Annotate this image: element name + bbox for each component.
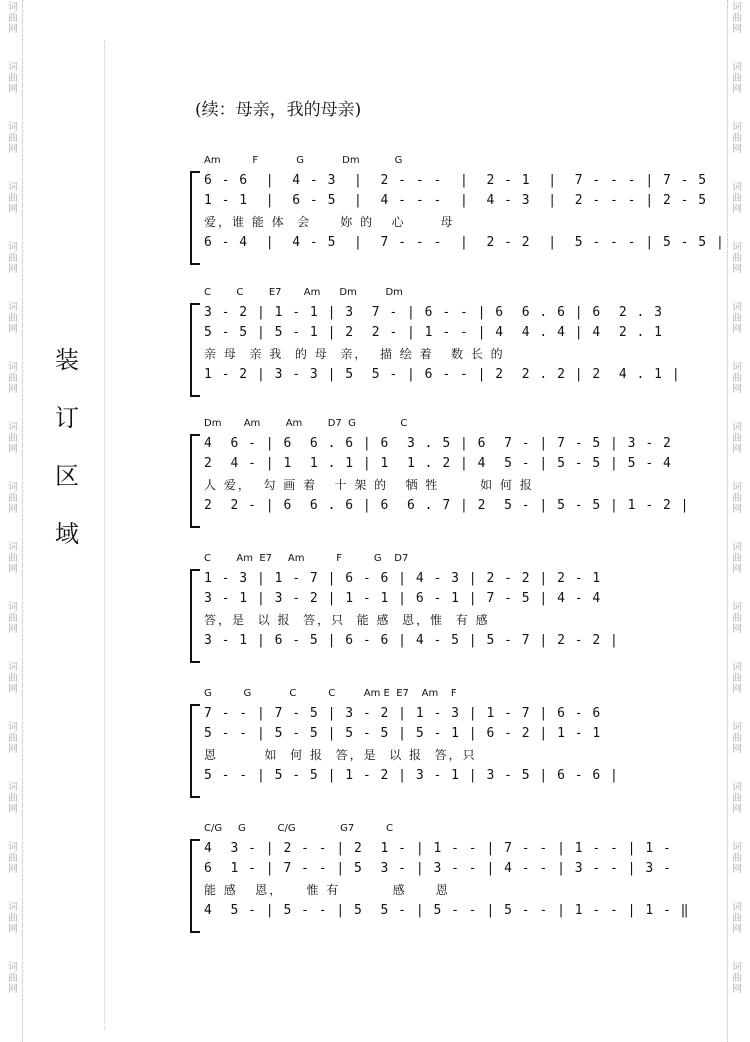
melody-row-lower: 2 4 - | 1 1 . 1 | 1 1 . 2 | 4 5 - | 5 - 5 | 5 - 4 [204,456,672,471]
watermark-left: 词曲网 [8,302,18,335]
bass-row: 3 - 1 | 6 - 5 | 6 - 6 | 4 - 5 | 5 - 7 | 2 - 2 | [204,633,619,648]
watermark-left: 词曲网 [8,962,18,995]
chord-row: C/G G C/G G7 C [204,823,394,834]
melody-row-upper: 6 - 6 | 4 - 3 | 2 - - - | 2 - 1 | 7 - - - | 7 - 5 [204,173,708,188]
system-brace [190,171,200,265]
score-system-6 [190,823,690,931]
watermark-left: 词曲网 [8,2,18,35]
watermark-left: 词曲网 [8,362,18,395]
watermark-left: 词曲网 [8,782,18,815]
right-edge-strip [727,0,746,1042]
system-brace [190,303,200,397]
binding-char: 区 [55,462,79,490]
watermark-right: 词曲网 [732,902,742,935]
melody-row-upper: 1 - 3 | 1 - 7 | 6 - 6 | 4 - 3 | 2 - 2 | 2 - 1 [204,571,602,586]
watermark-left: 词曲网 [8,422,18,455]
binding-char: 订 [55,404,79,432]
page-subtitle: (续：母亲，我的母亲) [195,100,362,120]
melody-row-upper: 4 6 - | 6 6 . 6 | 6 3 . 5 | 6 7 - | 7 - 5 | 3 - 2 [204,436,672,451]
melody-row-upper: 3 - 2 | 1 - 1 | 3 7 - | 6 - - | 6 6 . 6 | 6 2 . 3 [204,305,663,320]
binding-area-label [52,340,82,572]
melody-row-lower: 3 - 1 | 3 - 2 | 1 - 1 | 6 - 1 | 7 - 5 | 4 - 4 [204,591,602,606]
watermark-left: 词曲网 [8,122,18,155]
bass-row: 4 5 - | 5 - - | 5 5 - | 5 - - | 5 - - | 1 - - | 1 - ‖ [204,903,690,918]
system-brace [190,704,200,798]
watermark-left: 词曲网 [8,242,18,275]
chord-row: Dm Am Am D7 G C [204,418,408,429]
binding-guide-line [104,40,105,1030]
bass-row: 5 - - | 5 - 5 | 1 - 2 | 3 - 1 | 3 - 5 | 6 - 6 | [204,768,619,783]
watermark-right: 词曲网 [732,182,742,215]
binding-char: 装 [55,346,79,374]
watermark-left: 词曲网 [8,62,18,95]
bass-row: 2 2 - | 6 6 . 6 | 6 6 . 7 | 2 5 - | 5 - 5 | 1 - 2 | [204,498,690,513]
score-system-1 [190,155,725,263]
watermark-right: 词曲网 [732,542,742,575]
watermark-right: 词曲网 [732,62,742,95]
watermark-right: 词曲网 [732,122,742,155]
system-brace [190,569,200,663]
watermark-left: 词曲网 [8,182,18,215]
watermark-right: 词曲网 [732,962,742,995]
watermark-left: 词曲网 [8,542,18,575]
watermark-right: 词曲网 [732,722,742,755]
lyrics-row: 人 爱， 勾 画 着 十 架 的 牺 牲 如 何 报 [204,478,534,492]
chord-row: Am F G Dm G [204,155,403,166]
lyrics-row: 亲 母 亲 我 的 母 亲， 描 绘 着 数 长 的 [204,347,505,361]
bass-row: 6 - 4 | 4 - 5 | 7 - - - | 2 - 2 | 5 - - - | 5 - 5 | [204,235,725,250]
binding-char: 域 [55,520,79,548]
melody-row-lower: 1 - 1 | 6 - 5 | 4 - - - | 4 - 3 | 2 - - - | 2 - 5 [204,193,708,208]
watermark-left: 词曲网 [8,842,18,875]
melody-row-lower: 5 - - | 5 - 5 | 5 - 5 | 5 - 1 | 6 - 2 | 1 - 1 [204,726,602,741]
melody-row-upper: 4 3 - | 2 - - | 2 1 - | 1 - - | 7 - - | 1 - - | 1 - [204,841,672,856]
watermark-right: 词曲网 [732,2,742,35]
watermark-left: 词曲网 [8,482,18,515]
watermark-right: 词曲网 [732,602,742,635]
score-system-3 [190,418,690,526]
watermark-right: 词曲网 [732,422,742,455]
watermark-left: 词曲网 [8,722,18,755]
chord-row: C C E7 Am Dm Dm [204,287,403,298]
watermark-right: 词曲网 [732,242,742,275]
lyrics-row: 能 感 恩， 惟 有 感 恩 [204,883,450,897]
melody-row-lower: 6 1 - | 7 - - | 5 3 - | 3 - - | 4 - - | 3 - - | 3 - [204,861,672,876]
chord-row: C Am E7 Am F G D7 [204,553,409,564]
left-edge-strip [4,0,23,1042]
watermark-right: 词曲网 [732,662,742,695]
melody-row-upper: 7 - - | 7 - 5 | 3 - 2 | 1 - 3 | 1 - 7 | 6 - 6 [204,706,602,721]
watermark-right: 词曲网 [732,842,742,875]
watermark-right: 词曲网 [732,482,742,515]
score-system-5 [190,688,670,796]
system-brace [190,839,200,933]
system-brace [190,434,200,528]
watermark-left: 词曲网 [8,662,18,695]
watermark-right: 词曲网 [732,362,742,395]
chord-row: G G C C Am E E7 Am F [204,688,457,699]
watermark-left: 词曲网 [8,902,18,935]
score-system-2 [190,287,681,395]
melody-row-lower: 5 - 5 | 5 - 1 | 2 2 - | 1 - - | 4 4 . 4 | 4 2 . 1 [204,325,663,340]
bass-row: 1 - 2 | 3 - 3 | 5 5 - | 6 - - | 2 2 . 2 | 2 4 . 1 | [204,367,681,382]
watermark-right: 词曲网 [732,782,742,815]
watermark-right: 词曲网 [732,302,742,335]
lyrics-row: 恩 如 何 报 答，是 以 报 答，只 [204,748,477,762]
lyrics-row: 爱，谁 能 体 会 妳 的 心 母 [204,215,455,229]
watermark-left: 词曲网 [8,602,18,635]
lyrics-row: 答，是 以 报 答，只 能 感 恩，惟 有 感 [204,613,490,627]
score-system-4 [190,553,670,661]
